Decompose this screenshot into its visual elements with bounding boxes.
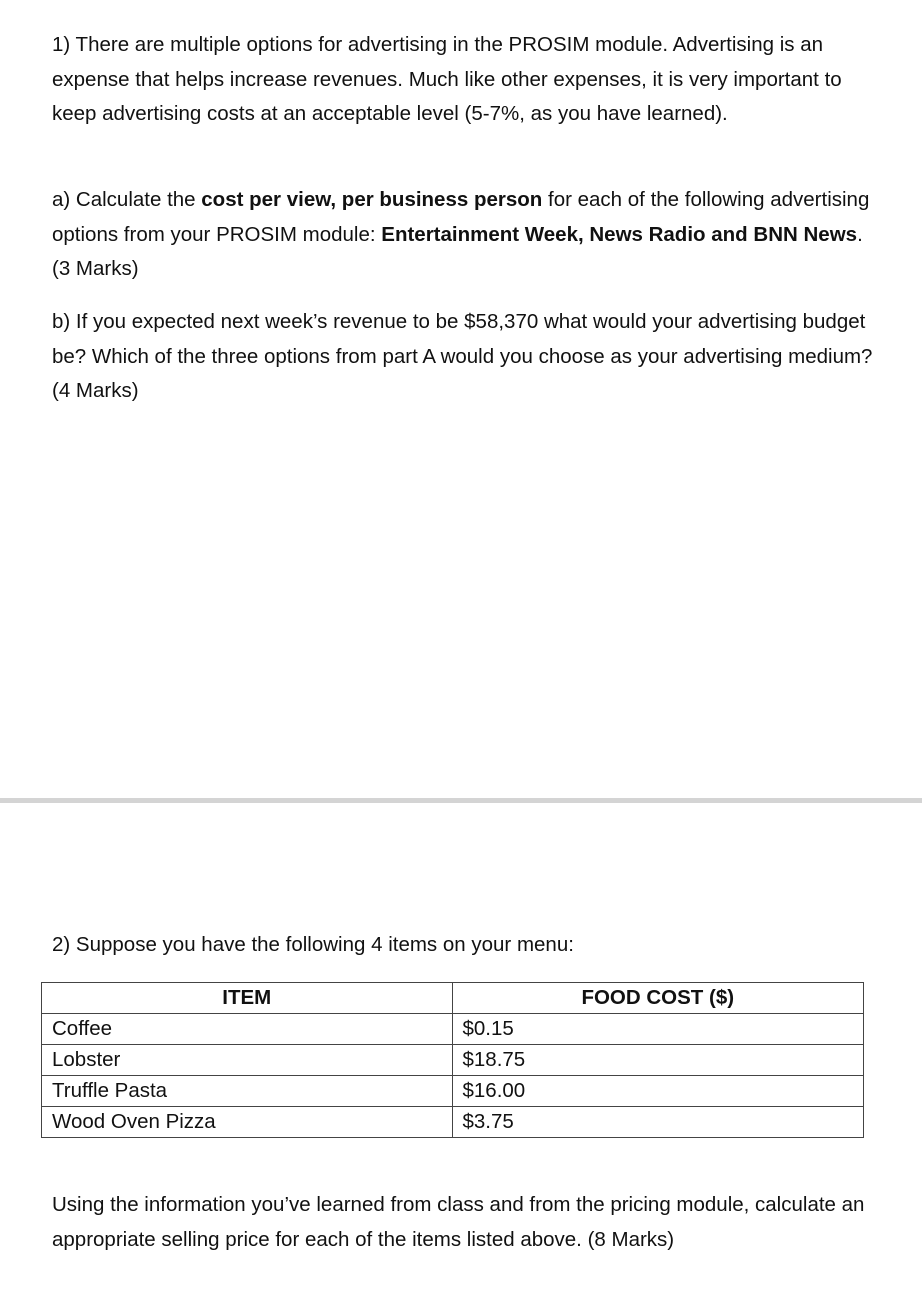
table-row bbox=[42, 1076, 864, 1107]
part-a-bold-options: Entertainment Week, News Radio and BNN News bbox=[381, 222, 858, 246]
part-a-prefix: a) Calculate the bbox=[52, 188, 202, 211]
table-row bbox=[42, 1045, 864, 1076]
part-a-suffix: . (3 Marks) bbox=[52, 222, 863, 281]
food-cost-cell: $18.75 bbox=[452, 1045, 864, 1076]
part-a-bold-cost-per-view: cost per view, per business person bbox=[201, 188, 543, 211]
food-cost-cell: $16.00 bbox=[452, 1076, 864, 1107]
item-name-cell: Lobster bbox=[42, 1045, 453, 1076]
item-name-cell: Coffee bbox=[42, 1014, 453, 1045]
header-item: ITEM bbox=[42, 983, 453, 1014]
item-name-cell: Truffle Pasta bbox=[42, 1076, 453, 1107]
item-name-cell: Wood Oven Pizza bbox=[42, 1107, 453, 1138]
question-1-intro: 1) There are multiple options for advertising in the PROSIM module. Advertising is an expense that helps increase revenues. Much like other expenses, it is very important to keep advertising costs at an acceptable level (5-7%, as you have learned). bbox=[52, 33, 842, 126]
question-1-part-a bbox=[52, 183, 882, 287]
question-1-part-b: b) If you expected next week’s revenue to be $58,370 what would your advertising budget be? Which of the three options from part A would you choose as your advertising medium? (4 Marks) bbox=[52, 310, 873, 403]
header-food-cost: FOOD COST ($) bbox=[452, 983, 864, 1014]
table-row bbox=[42, 1107, 864, 1138]
table-header-row bbox=[42, 983, 864, 1014]
question-2-intro: 2) Suppose you have the following 4 items on your menu: bbox=[52, 933, 574, 956]
part-a-middle: for each of the following advertising options from your PROSIM module: bbox=[52, 188, 870, 246]
food-cost-cell: $0.15 bbox=[452, 1014, 864, 1045]
question-2-task: Using the information you’ve learned from class and from the pricing module, calculate an appropriate selling price for each of the items listed above. (8 Marks) bbox=[52, 1193, 865, 1251]
menu-food-cost-table bbox=[41, 982, 864, 1138]
food-cost-cell: $3.75 bbox=[452, 1107, 864, 1138]
table-row bbox=[42, 1014, 864, 1045]
